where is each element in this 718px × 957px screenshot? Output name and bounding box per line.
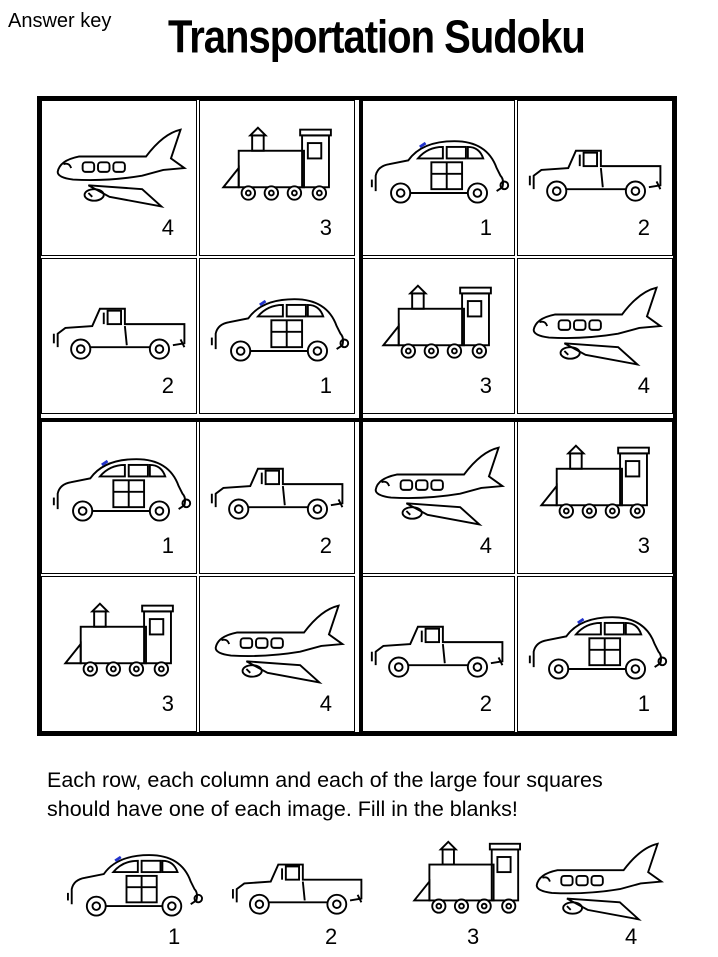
- grid-cell: [359, 418, 515, 574]
- cell-number: 4: [319, 691, 332, 716]
- legend-item: [60, 840, 210, 950]
- grid-cell: [41, 418, 197, 574]
- airplane-icon: [50, 119, 194, 219]
- grid-cell: [359, 258, 515, 414]
- legend-item: [225, 840, 375, 950]
- car-icon: [60, 840, 210, 925]
- car-icon: [526, 595, 670, 695]
- legend-number: 2: [325, 924, 338, 949]
- grid-cell: [359, 576, 515, 732]
- grid-cell: [41, 100, 197, 256]
- truck-icon: [50, 277, 194, 377]
- grid-cell: [517, 576, 673, 732]
- cell-number: 3: [479, 373, 492, 398]
- car-icon: [368, 119, 512, 219]
- legend-number: 1: [168, 924, 181, 949]
- truck-icon: [208, 437, 352, 537]
- legend-number: 4: [625, 924, 638, 949]
- page-title: Transportation Sudoku: [168, 12, 585, 63]
- truck-icon: [526, 119, 670, 219]
- cell-number: 3: [637, 533, 650, 558]
- grid-cell: [199, 576, 355, 732]
- cell-number: 2: [161, 373, 174, 398]
- train-icon: [208, 119, 352, 219]
- cell-number: 1: [319, 373, 332, 398]
- airplane-icon: [526, 277, 670, 377]
- truck-icon: [225, 840, 375, 925]
- legend-item: [525, 840, 675, 950]
- train-icon: [526, 437, 670, 537]
- sudoku-grid: [37, 96, 677, 736]
- legend-number: 3: [467, 924, 480, 949]
- train-icon: [50, 595, 194, 695]
- cell-number: 1: [479, 215, 492, 240]
- truck-icon: [368, 595, 512, 695]
- grid-cell: [517, 258, 673, 414]
- grid-cell: [199, 418, 355, 574]
- legend-item: [395, 840, 545, 950]
- train-icon: [368, 277, 512, 377]
- answer-key-label: Answer key: [8, 10, 112, 32]
- cell-number: 2: [637, 215, 650, 240]
- train-icon: [395, 840, 545, 925]
- instructions-line-2: should have one of each image. Fill in the blanks!: [47, 797, 518, 821]
- grid-cell: [199, 100, 355, 256]
- instructions-line-1: Each row, each column and each of the large four squares: [47, 768, 603, 792]
- grid-cell: [41, 576, 197, 732]
- car-icon: [50, 437, 194, 537]
- car-icon: [208, 277, 352, 377]
- cell-number: 4: [161, 215, 174, 240]
- grid-cell: [41, 258, 197, 414]
- airplane-icon: [208, 595, 352, 695]
- cell-number: 2: [319, 533, 332, 558]
- grid-cell: [199, 258, 355, 414]
- grid-cell: [517, 100, 673, 256]
- cell-number: 4: [637, 373, 650, 398]
- grid-cell: [517, 418, 673, 574]
- cell-number: 2: [479, 691, 492, 716]
- cell-number: 3: [319, 215, 332, 240]
- cell-number: 1: [161, 533, 174, 558]
- instructions: [47, 766, 687, 824]
- cell-number: 3: [161, 691, 174, 716]
- airplane-icon: [368, 437, 512, 537]
- cell-number: 1: [637, 691, 650, 716]
- grid-cell: [359, 100, 515, 256]
- cell-number: 4: [479, 533, 492, 558]
- airplane-icon: [525, 840, 675, 925]
